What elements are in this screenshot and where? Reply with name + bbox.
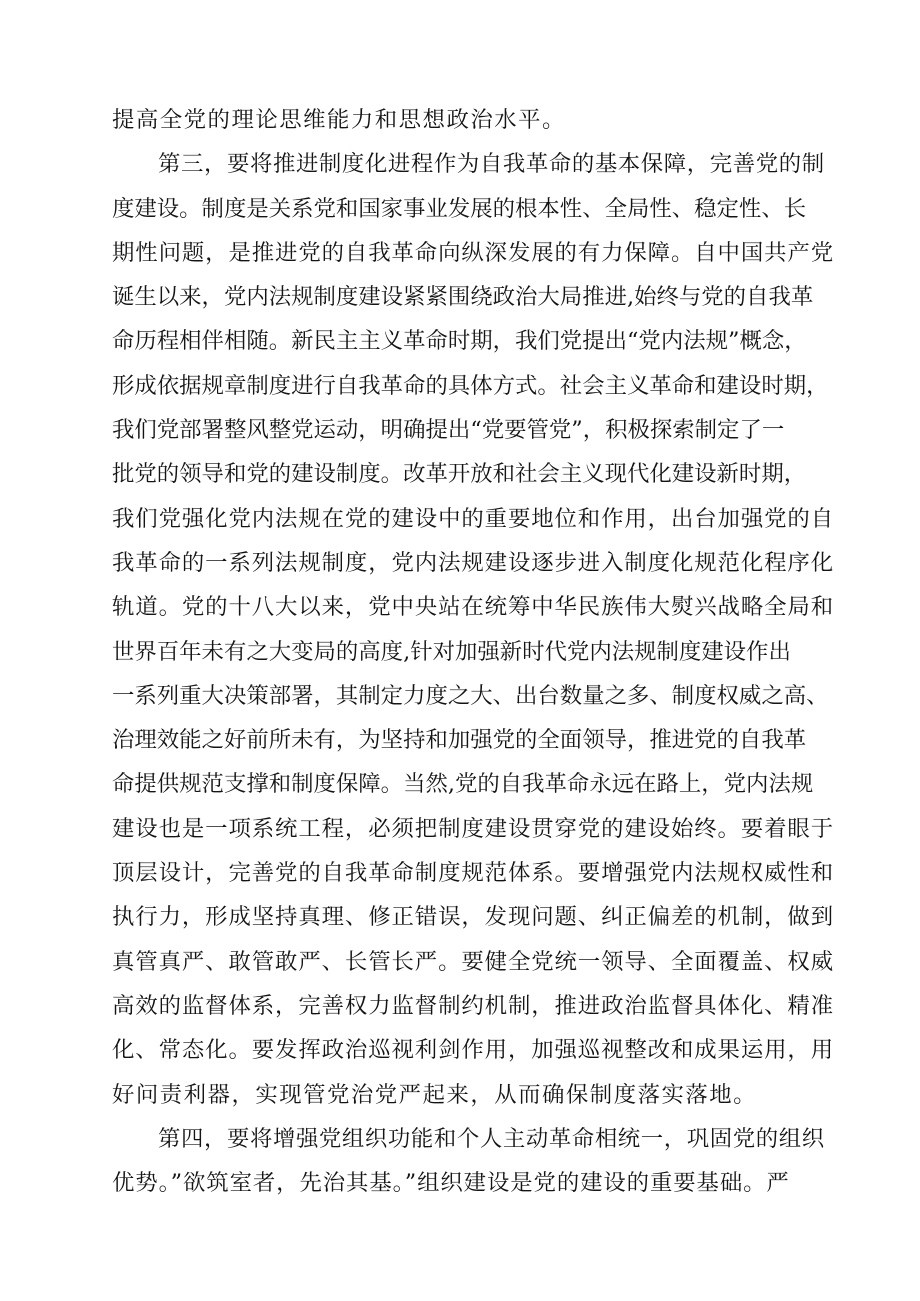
text-line: 诞生以来，党内法规制度建设紧紧围绕政治大局推进,始终与党的自我革	[112, 284, 814, 311]
paragraph-start-line: 第四，要将增强党组织功能和个人主动革命相统一，巩固党的组织	[158, 1125, 825, 1152]
text-line: 轨道。党的十八大以来，党中央站在统筹中华民族伟大熨兴战略全局和	[112, 594, 835, 621]
text-line: 提高全党的理论思维能力和思想政治水平。	[112, 107, 566, 133]
text-line: 高效的监督体系，完善权力监督制约机制，推进政治监督具体化、精准	[112, 992, 835, 1019]
text-line: 世界百年未有之大变局的高度,针对加强新时代党内法规制度建设作出	[112, 638, 791, 665]
text-line: 我革命的一系列法规制度，党内法规建设逐步进入制度化规范化程序化	[112, 549, 835, 576]
text-line: 顶层设计，完善党的自我革命制度规范体系。要增强党内法规权威性和	[112, 860, 835, 887]
text-line: 治理效能之好前所未有，为坚持和加强党的全面领导，推进党的自我革	[112, 727, 807, 754]
text-line: 执行力，形成坚持真理、修正错误，发现问题、纠正偏差的机制，做到	[112, 904, 835, 931]
text-line: 化、常态化。要发挥政治巡视利剑作用，加强巡视整改和成果运用，用	[112, 1037, 835, 1064]
text-line: 我们党部署整风整党运动，明确提出“党要管党”，积极探索制定了一	[112, 417, 785, 444]
document-body	[112, 98, 835, 1205]
text-line: 一系列重大决策部署，其制定力度之大、出台数量之多、制度权威之高、	[112, 682, 829, 709]
text-line: 期性问题，是推进党的自我革命向纵深发展的有力保障。自中国共产党	[112, 239, 835, 266]
text-line: 度建设。制度是关系党和国家事业发展的根本性、全局性、稳定性、长	[112, 195, 807, 222]
paragraph-start-line: 第三，要将推进制度化进程作为自我革命的基本保障，完善党的制	[158, 151, 825, 178]
text-line: 优势。”欲筑室者，先治其基。”组织建设是党的建设的重要基础。严	[112, 1170, 790, 1197]
text-line: 命历程相伴相随。新民主主义革命时期，我们党提出“党内法规”概念，	[112, 328, 807, 355]
text-line: 形成依据规章制度进行自我革命的具体方式。社会主义革命和建设时期，	[112, 372, 829, 399]
text-line: 好问责利器，实现管党治党严起来，从而确保制度落实落地。	[112, 1081, 758, 1108]
text-line: 我们党强化党内法规在党的建设中的重要地位和作用，出台加强党的自	[112, 505, 835, 532]
text-line: 命提供规范支撑和制度保障。当然,党的自我革命永远在路上，党内法规	[112, 771, 814, 798]
text-line: 建设也是一项系统工程，必须把制度建设贯穿党的建设始终。要着眼于	[112, 815, 835, 842]
text-line: 批党的领导和党的建设制度。改革开放和社会主义现代化建设新时期，	[112, 461, 807, 488]
text-line: 真管真严、敢管敢严、长管长严。要健全党统一领导、全面覆盖、权威	[112, 948, 835, 975]
